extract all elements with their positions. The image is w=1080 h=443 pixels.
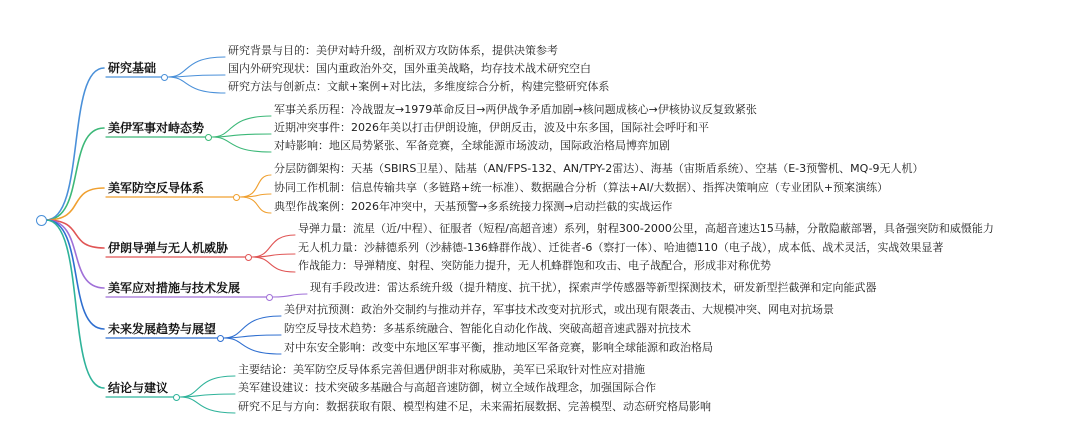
branch-node-7[interactable]	[173, 394, 180, 401]
leaf-item-3-2: 协同工作机制：信息传输共享（多链路+统一标准）、数据融合分析（算法+AI/大数据）、指挥决策响应（专业团队+预案演练）	[274, 181, 889, 194]
leaf-item-1-2: 国内外研究现状：国内重政治外交，国外重美战略，均存技术战术研究空白	[228, 62, 591, 75]
branch-title-1[interactable]: 研究基础	[108, 61, 157, 75]
branch-node-1[interactable]	[161, 74, 168, 81]
leaf-connector-3-3	[240, 197, 271, 213]
leaf-item-1-3: 研究方法与创新点：文献+案例+对比法，多维度综合分析，构建完整研究体系	[228, 80, 610, 93]
leaf-item-7-2: 美军建设建议：技术突破多基融合与高超音速防御，树立全域作战理念，加强国际合作	[238, 381, 656, 394]
branch-title-7[interactable]: 结论与建议	[108, 381, 169, 395]
branch-title-6[interactable]: 未来发展趋势与展望	[108, 322, 217, 336]
leaf-item-5-1: 现有手段改进：雷达系统升级（提升精度、抗干扰），探索声学传感器等新型探测技术，研发新型拦截弹和定向能武器	[310, 281, 877, 294]
leaf-connector-4-3	[252, 257, 295, 272]
leaf-connector-1-1	[168, 57, 225, 77]
root-connector-1	[46, 68, 104, 220]
root-connector-3	[46, 188, 104, 220]
leaf-item-1-1: 研究背景与目的：美伊对峙升级，剖析双方攻防体系，提供决策参考	[228, 44, 558, 57]
leaf-connector-7-3	[180, 397, 235, 413]
leaf-item-2-1: 军事关系历程：冷战盟友→1979革命反目→两伊战争矛盾加剧→核问题成核心→伊核协议反复致紧张	[274, 103, 757, 116]
leaf-item-7-1: 主要结论：美军防空反导体系完善但遇伊朗非对称威胁，美军已采取针对性应对措施	[238, 363, 645, 376]
branch-title-5[interactable]: 美军应对措施与技术发展	[108, 281, 241, 295]
connector-lines	[46, 57, 307, 413]
leaf-item-3-3: 典型作战案例：2026年冲突中，天基预警→多系统接力探测→启动拦截的实战运作	[274, 200, 673, 213]
branch-title-4[interactable]: 伊朗导弹与无人机威胁	[108, 241, 229, 255]
leaf-item-6-3: 对中东安全影响：改变中东地区军事平衡，推动地区军备竞赛，影响全球能源和政治格局	[284, 341, 713, 354]
branch-node-6[interactable]	[217, 335, 224, 342]
leaf-connector-2-3	[212, 137, 271, 152]
leaf-connector-4-2	[252, 254, 295, 257]
leaf-connector-3-2	[240, 194, 271, 197]
leaf-item-7-3: 研究不足与方向：数据获取有限、模型构建不足，未来需拓展数据、完善模型、动态研究格局影响	[238, 400, 711, 413]
branch-node-5[interactable]	[266, 294, 273, 301]
leaf-item-4-3: 作战能力：导弹精度、射程、突防能力提升，无人机蜂群饱和攻击、电子战配合，形成非对称优势	[298, 259, 771, 272]
branch-title-2[interactable]: 美伊军事对峙态势	[108, 121, 205, 135]
root-connector-7	[46, 220, 104, 388]
leaf-connector-5-1	[273, 294, 307, 297]
root-connector-6	[46, 220, 104, 329]
branch-node-2[interactable]	[205, 134, 212, 141]
root-node[interactable]	[36, 215, 47, 226]
leaf-item-2-2: 近期冲突事件：2026年美以打击伊朗设施，伊朗反击，波及中东多国，国际社会呼吁和平	[274, 121, 709, 134]
branch-title-3[interactable]: 美军防空反导体系	[108, 181, 205, 195]
branch-node-4[interactable]	[245, 254, 252, 261]
leaf-item-2-3: 对峙影响：地区局势紧张、军备竞赛，全球能源市场波动，国际政治格局博弈加剧	[274, 139, 670, 152]
leaf-item-3-1: 分层防御架构：天基（SBIRS卫星）、陆基（AN/FPS-132、AN/TPY-2雷达）、海基（宙斯盾系统）、空基（E-3预警机、MQ-9无人机）	[274, 162, 924, 175]
branch-node-3[interactable]	[233, 194, 240, 201]
leaf-item-4-2: 无人机力量：沙赫德系列（沙赫德-136蜂群作战）、迁徙者-6（察打一体）、哈迪德110（电子战），成本低、战术灵活，实战效果显著	[298, 241, 944, 254]
leaf-item-4-1: 导弹力量：流星（近/中程）、征服者（短程/高超音速）系列，射程300-2000公里，高超音速达15马赫，分散隐蔽部署，具备强突防和威慑能力	[298, 222, 994, 235]
leaf-connector-1-3	[168, 77, 225, 93]
leaf-item-6-1: 美伊对抗预测：政治外交制约与推动并存，军事技术改变对抗形式，或出现有限袭击、大规模冲突、网电对抗场景	[284, 303, 834, 316]
leaf-connector-6-3	[224, 338, 281, 354]
leaf-item-6-2: 防空反导技术趋势：多基系统融合、智能化自动化作战、突破高超音速武器对抗技术	[284, 322, 691, 335]
root-connector-5	[46, 220, 104, 288]
